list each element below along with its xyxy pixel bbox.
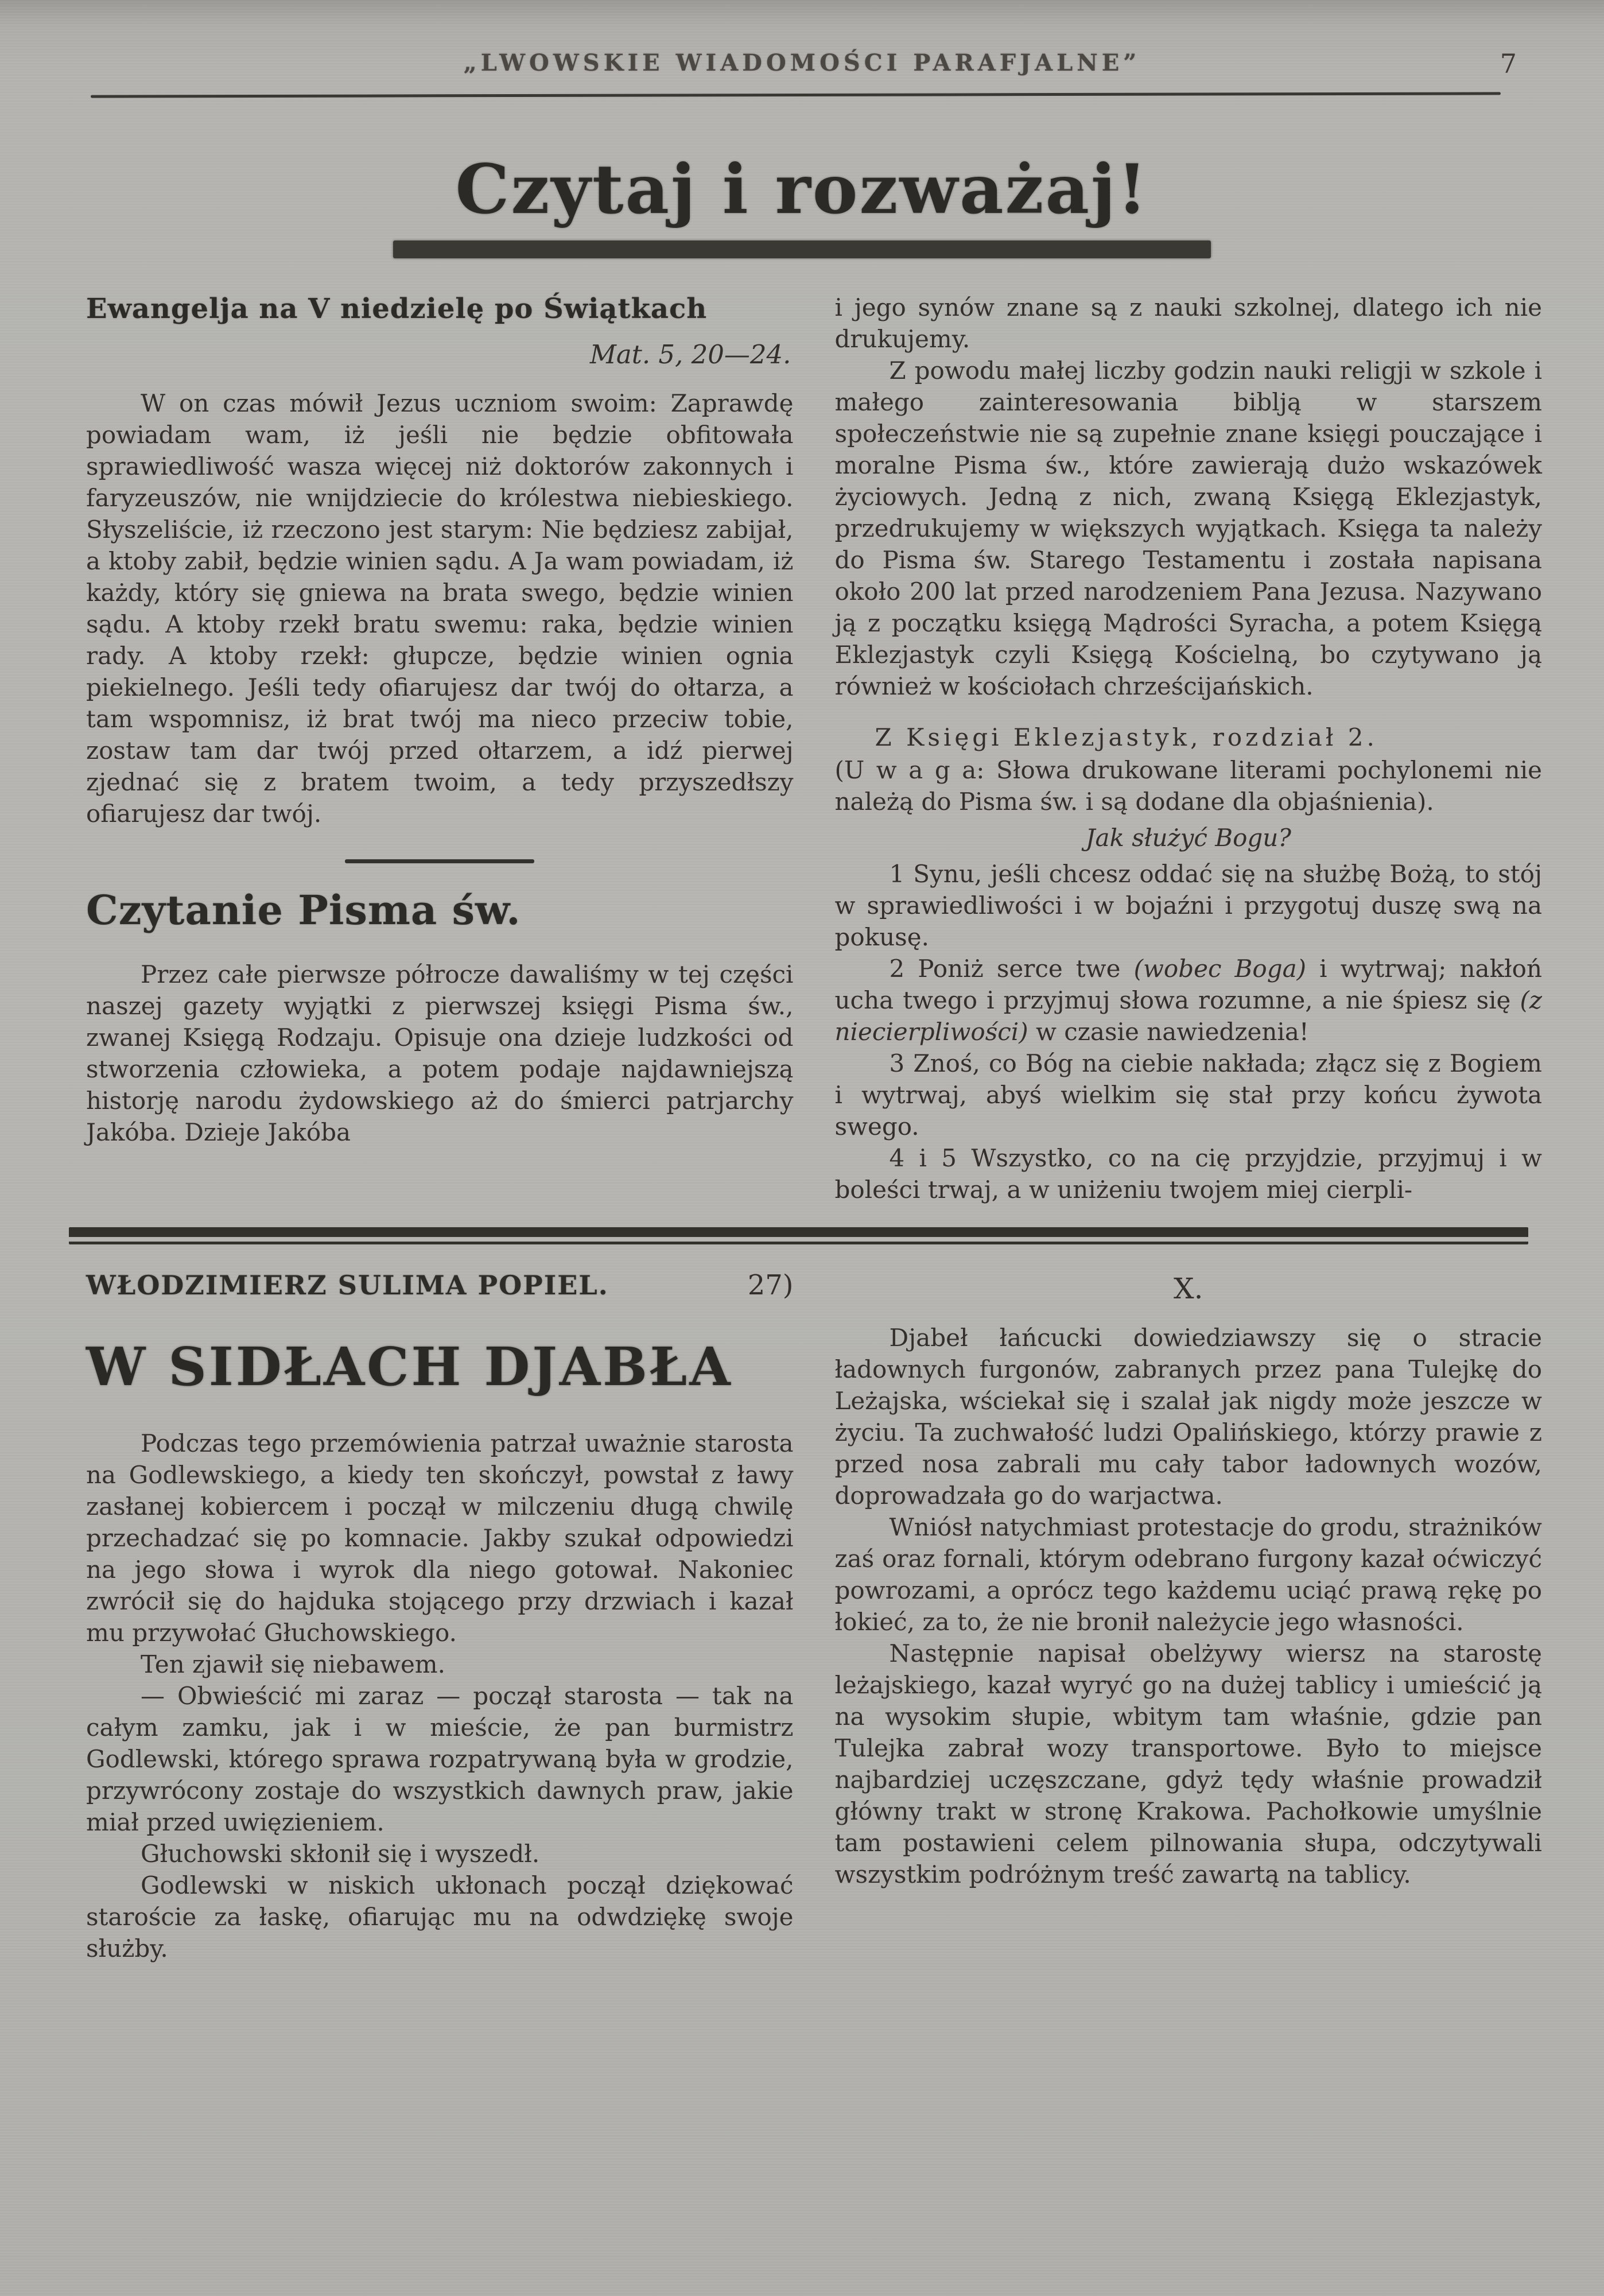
gospel-reference: Mat. 5, 20—24.: [589, 339, 791, 370]
paragraph: Następnie napisał obelżywy wiersz na starostę leżajskiego, kazał wyryć go na dużej tablicy i umieścić ją na wysokim słupie, wbitym tam właśnie, gdzie pan Tulejka zabrał wozy transportowe. Było to miejsce najbardziej uczęszczane, gdyż tędy właśnie prowadził główny trakt w stronę Krakowa. Pachołkowie umyślnie tam postawieni celem pilnowania słupa, odczytywali wszystkim podróżnym treść zawartą na tablicy.: [834, 1639, 1542, 1888]
paragraph: 4 i 5 Wszystko, co na cię przyjdzie, przyjmuj i w boleści trwaj, a w uniżeniu twojem miej cierpli-: [834, 1144, 1542, 1204]
serial-author: WŁODZIMIERZ SULIMA POPIEL.: [86, 1270, 609, 1301]
paragraph: i jego synów znane są z nauki szkolnej, dlatego ich nie drukujemy.: [834, 293, 1542, 353]
gospel-text: W on czas mówił Jezus uczniom swoim: Zaprawdę powiadam wam, iż jeśli nie będzie obfitowała sprawiedliwość wasza więcej niż doktorów zakonnych i faryzeuszów, nie wnijdziecie do królestwa niebieskiego. Słyszeliście, iż rzeczono jest starym: Nie będziesz zabijał, a ktoby zabił, będzie winien sądu. A Ja wam powiadam, iż każdy, który się gniewa na brata swego, będzie winien sądu. A ktoby rzekł bratu swemu: raka, będzie winien rady. A ktoby rzekł: głupcze, będzie winien ognia piekielnego. Jeśli tedy ofiarujesz dar twój do ołtarza, a tam wspomnisz, iż brat twój ma nieco przeciw tobie, zostaw tam dar twój przed ołtarzem, a idź pierwej zjednać się z bratem twoim, a tedy przyszedłszy ofiarujesz dar twój.: [86, 389, 794, 828]
serial-installment-number: 27): [747, 1269, 794, 1301]
paragraph: — Obwieścić mi zaraz — począł starosta — tak na całym zamku, jak i w mieście, że pan burmistrz Godlewski, którego sprawa rozpatrywaną była w grodzie, przywrócony zostaje do wszystkich dawnych praw, jakie miał przed uwięzieniem.: [86, 1682, 794, 1836]
gospel-heading: Ewangelja na V niedzielę po Świątkach: [86, 293, 708, 325]
page-number: 7: [1500, 48, 1517, 79]
upper-right-column: [835, 292, 1543, 1205]
serial-right-column: [835, 1270, 1543, 1964]
article-separator-rule: [345, 859, 534, 863]
upper-section: [0, 292, 1604, 1205]
serial-header-row: [86, 1270, 794, 1301]
paragraph: Djabeł łańcucki dowiedziawszy się o stracie ładownych furgonów, zabranych przez pana Tulejkę do Leżajska, wściekał się i szalał jak nigdy może jeszcze w życiu. Ta zuchwałość ludzi Opalińskiego, którzy prawie z przed nosa zabrali mu cały tabor ładownych wozów, doprowadzała go do warjactwa.: [834, 1324, 1542, 1510]
editor-note: (U w a g a: Słowa drukowane literami pochylonemi nie należą do Pisma św. i są dodane dla objaśnienia).: [834, 756, 1542, 816]
serial-chapter-number: X.: [1174, 1272, 1203, 1305]
serial-left-paragraphs: [86, 1428, 794, 1964]
verse-subheading: Jak służyć Bogu?: [1085, 824, 1291, 852]
section-divider: [69, 1227, 1528, 1244]
journal-title: „LWOWSKIE WIADOMOŚCI PARAFJALNE”: [463, 49, 1141, 76]
continuation-paragraphs: [835, 292, 1543, 702]
serial-right-paragraphs: [835, 1322, 1543, 1890]
paragraph: Ten zjawił się niebawem.: [141, 1650, 445, 1678]
paragraph: Podczas tego przemówienia patrzał uważnie starosta na Godlewskiego, a kiedy ten skończył, powstał z ławy zasłanej kobiercem i począł w milczeniu długą chwilę przechadzać się po komnacie. Jakby szukał odpowiedzi na jego słowa i wyrok dla niego gotował. Nakoniec zwrócił się do hajduka stojącego przy drzwiach i kazał mu przywołać Głuchowskiego.: [86, 1429, 794, 1647]
paragraph: Głuchowski skłonił się i wyszedł.: [141, 1840, 540, 1868]
verses: [835, 858, 1543, 1205]
paragraph: Z powodu małej liczby godzin nauki religji w szkole i małego zainteresowania biblją w starszem społeczeństwie nie są zupełnie znane księgi pouczające i moralne Pisma św., które zawierają dużo wskazówek życiowych. Jedną z nich, zwaną Księgą Eklezjastyk, przedrukujemy w większych wyjątkach. Księga ta należy do Pisma św. Starego Testamentu i została napisana około 200 lat przed narodzeniem Pana Jezusa. Nazywano ją z początku księgą Mądrości Syracha, a potem Księgą Eklezjastyk czyli Księgą Kościelną, bo czytywano ją również w kościołach chrześcijańskich.: [834, 356, 1542, 700]
serial-left-column: [86, 1270, 794, 1964]
title-underline-bar: [393, 241, 1211, 258]
header-rule: [91, 92, 1501, 98]
serial-title: W SIDŁACH DJABŁA: [86, 1336, 733, 1398]
main-title: Czytaj i rozważaj!: [455, 149, 1149, 229]
reading-text: Przez całe pierwsze półrocze dawaliśmy w tej części naszej gazety wyjątki z pierwszej księgi Pisma św., zwanej Księgą Rodzaju. Opisuje ona dzieje ludzkości od stworzenia człowieka, a potem podaje najdawniejszą historję narodu żydowskiego aż do śmierci patrjarchy Jakóba. Dzieje Jakóba: [86, 960, 794, 1146]
paragraph: 3 Znoś, co Bóg na ciebie nakłada; złącz się z Bogiem i wytrwaj, abyś wielkim się stał przy końcu żywota swego.: [834, 1049, 1542, 1141]
serial-section: [0, 1270, 1604, 1964]
masthead: [0, 0, 1604, 79]
eklezjastyk-chapter-heading: Z Księgi Eklezjastyk, rozdział 2.: [875, 723, 1378, 751]
paragraph: 1 Synu, jeśli chcesz oddać się na służbę Bożą, to stój w sprawiedliwości i w bojaźni i przygotuj duszę swą na pokusę.: [834, 860, 1542, 951]
upper-left-column: [86, 292, 794, 1205]
paragraph: 2 Poniż serce twe (wobec Boga) i wytrwaj; nakłoń ucha twego i przyjmuj słowa rozumne, a nie śpiesz się (z niecierpliwości) w czasie nawiedzenia!: [834, 955, 1542, 1046]
reading-heading: Czytanie Pisma św.: [86, 886, 521, 934]
paragraph: Wniósł natychmiast protestacje do grodu, strażników zaś oraz fornali, którym odebrano furgony kazał oćwiczyć powrozami, a oprócz tego każdemu uciąć prawą rękę po łokieć, za to, że nie bronił należycie jego własności.: [834, 1513, 1542, 1636]
paragraph: Godlewski w niskich ukłonach począł dziękować staroście za łaskę, ofiarując mu na odwdziękę swoje służby.: [86, 1871, 794, 1963]
